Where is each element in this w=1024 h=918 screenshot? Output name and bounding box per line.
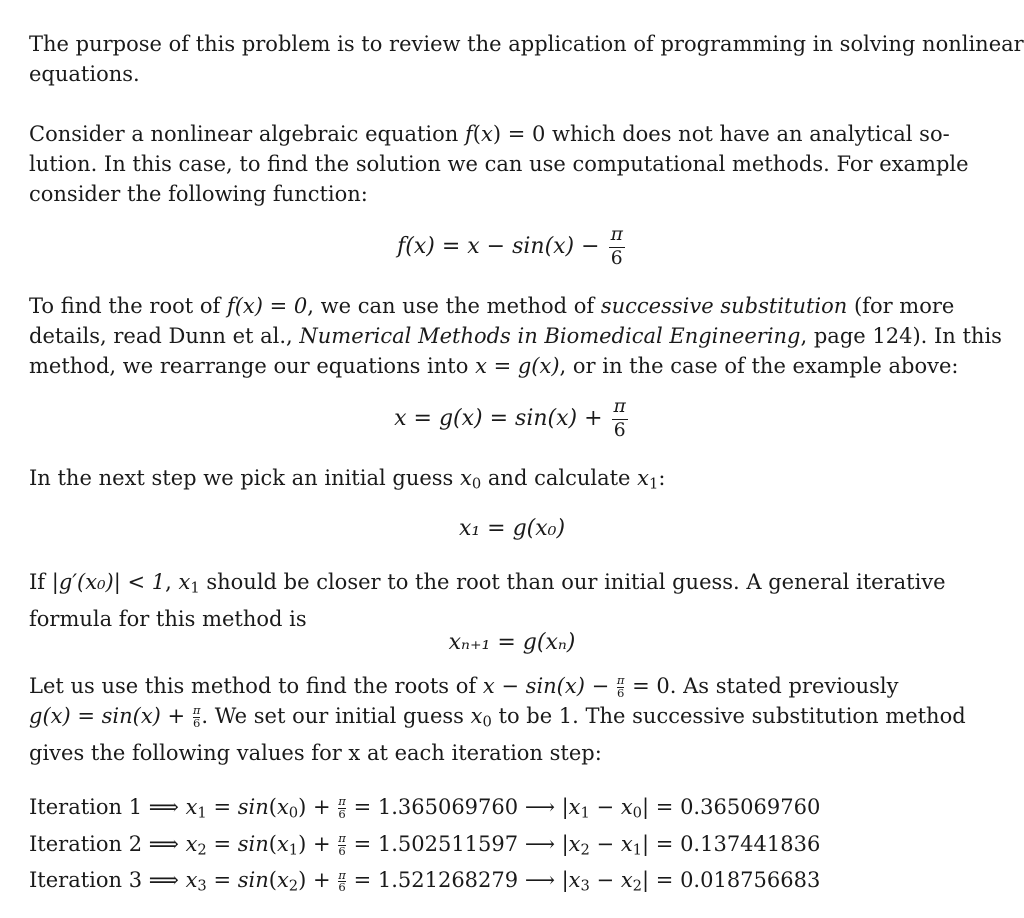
consider-paragraph [29,119,969,209]
pi-over-6-fraction: $\frac{\pi}{6}$ [613,396,626,441]
pi-over-6-fraction: $\frac{\pi}{6}$ [616,673,625,700]
pi-over-6-fraction: $\frac{\pi}{6}$ [338,794,346,821]
root-line-1: To find the root of f(x) = 0, we can use the method of successive substitution (for more [29,294,955,318]
method-line-2: g(x) = sin(x) + $\frac{\pi}{6}$ . We set our initial guess $x_0$ to be 1. The successive substitution method [29,703,966,731]
intro-line-1: The purpose of this problem is to review the application of programming in solving nonlinear [29,32,1024,56]
root-line-2: details, read Dunn et al., Numerical Methods in Biomedical Engineering, page 124). In this [29,324,1002,348]
convergence-line-2: formula for this method is [29,606,307,631]
method-line-1: Let us use this method to find the roots of x − sin(x) − $\frac{\pi}{6}$ = 0. As stated previously [29,673,899,700]
convergence-line-1: If |g′(x₀)| < 1, $x_1$ should be closer to the root than our initial guess. A general iterative [29,570,946,597]
pi-over-6-fraction: $\frac{\pi}{6}$ [192,703,201,730]
consider-line-2: lution. In this case, to find the solution we can use computational methods. For example [29,152,969,176]
intro-paragraph [29,29,1024,89]
pi-over-6-fraction: $\frac{\pi}{6}$ [610,224,623,269]
iteration-row: Iteration 1 ⟹ $x_1 = \sin(x_0)$ + $\frac{\pi}{6}$ = 1.365069760 ⟶ $|x_1 - x_0| = 0.365069760$ [29,794,821,822]
method-line-3: gives the following values for x at each iteration step: [29,740,602,765]
iteration-row: Iteration 3 ⟹ $x_3 = \sin(x_2)$ + $\frac{\pi}{6}$ = 1.521268279 ⟶ $|x_3 - x_2| = 0.018756683$ [29,867,821,896]
method-paragraph [29,671,966,768]
convergence-paragraph [29,567,953,634]
equation-x1: x₁ = g(x₀) [458,516,566,541]
consider-line-3: consider the following function: [29,182,368,206]
next-step-paragraph: In the next step we pick an initial guess $x_0$ and calculate $x_1$: [29,466,666,493]
intro-line-2: equations. [29,62,140,86]
equation-g-of-x: x = g(x) = sin(x) + $\frac{\pi}{6}$ [394,396,626,441]
consider-line-1: Consider a nonlinear algebraic equation f(x) = 0 which does not have an analytical so- [29,122,950,146]
iterations-block [29,792,820,902]
equation-f-of-x: f(x) = x − sin(x) − $\frac{\pi}{6}$ [397,224,623,269]
pi-over-6-fraction: $\frac{\pi}{6}$ [338,831,346,858]
equation-general-iteration: xₙ₊₁ = g(xₙ) [448,630,576,655]
iteration-row: Iteration 2 ⟹ $x_2 = \sin(x_1)$ + $\frac{\pi}{6}$ = 1.502511597 ⟶ $|x_2 - x_1| = 0.137441836$ [29,831,821,859]
root-line-3: method, we rearrange our equations into x = g(x), or in the case of the example above: [29,354,959,378]
pi-over-6-fraction: $\frac{\pi}{6}$ [338,867,346,895]
root-paragraph [29,291,1002,381]
